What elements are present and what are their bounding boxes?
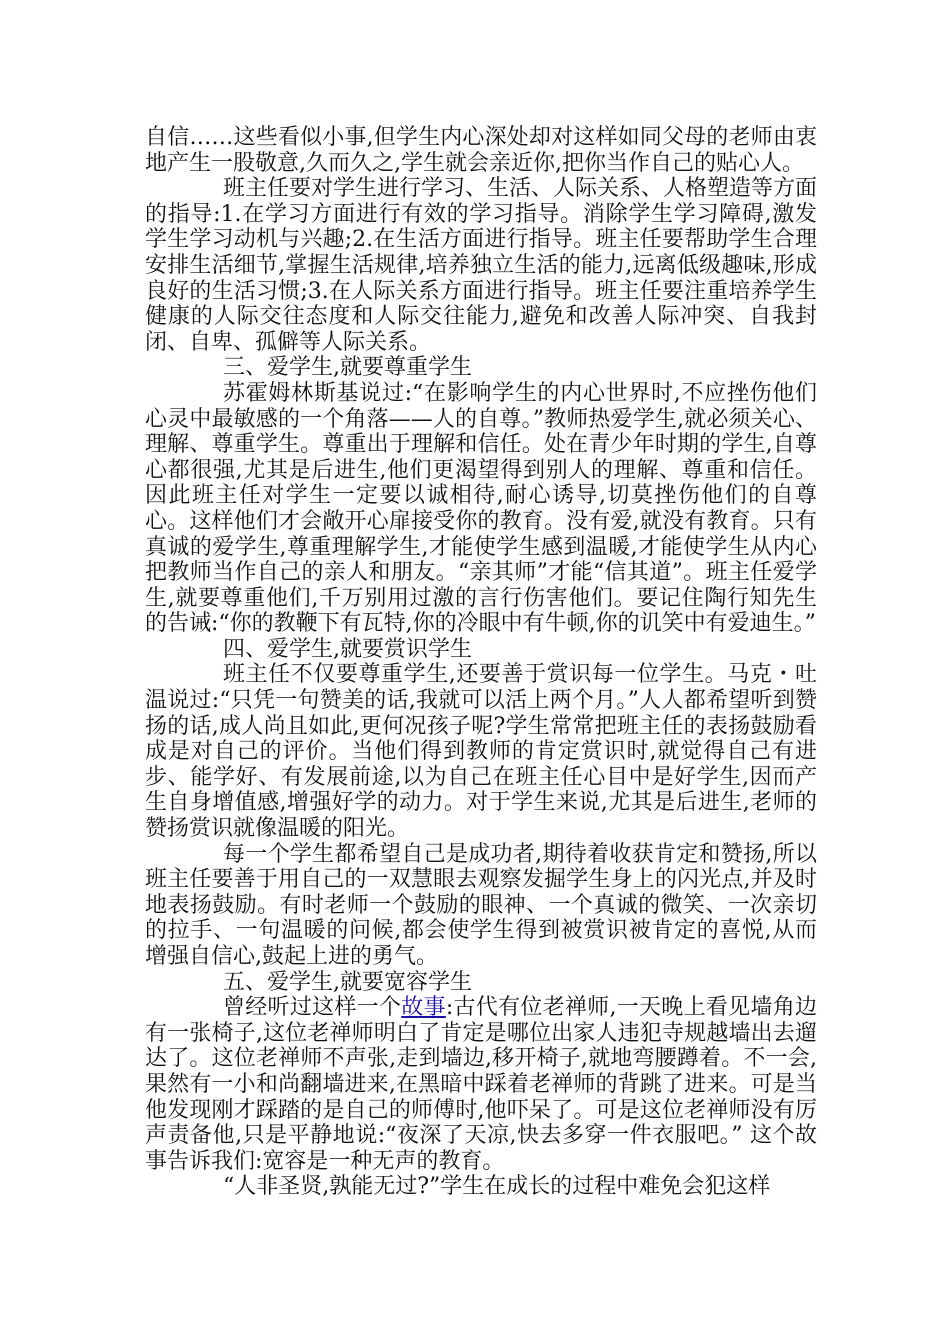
paragraph-encourage: 每一个学生都希望自己是成功者,期待着收获肯定和赞扬,所以班主任要善于用自己的一双慧眼去观察发掘学生身上的闪光点,并及时地表扬鼓励。有时老师一个鼓励的眼神、一个真诚的微笑、一次亲切的拉手、一句温暖的问候,都会使学生得到被赏识被肯定的喜悦,从而增强自信心,鼓起上进的勇气。	[145, 841, 817, 969]
paragraph-respect: 苏霍姆林斯基说过:“在影响学生的内心世界时,不应挫伤他们心灵中最敏感的一个角落——人的自尊。”教师热爱学生,就必须关心、理解、尊重学生。尊重出于理解和信任。处在青少年时期的学生,自尊心都很强,尤其是后进生,他们更渴望得到别人的理解、尊重和信任。因此班主任对学生一定要以诚相待,耐心诱导,切莫挫伤他们的自尊心。这样他们才会敞开心扉接受你的教育。没有爱,就没有教育。只有真诚的爱学生,尊重理解学生,才能使学生感到温暖,才能使学生从内心把教师当作自己的亲人和朋友。“亲其师”才能“信其道”。班主任爱学生,就要尊重他们,千万别用过激的言行伤害他们。要记住陶行知先生的告诫:“你的教鞭下有瓦特,你的冷眼中有牛顿,你的讥笑中有爱迪生。”	[145, 380, 817, 637]
paragraph-appreciate: 班主任不仅要尊重学生,还要善于赏识每一位学生。马克・吐温说过:“只凭一句赞美的话,我就可以活上两个月。”人人都希望听到赞扬的话,成人尚且如此,更何况孩子呢?学生常常把班主任的表扬鼓励看成是对自己的评价。当他们得到教师的肯定赏识时,就觉得自己有进步、能学好、有发展前途,以为自己在班主任心目中是好学生,因而产生自身增值感,增强好学的动力。对于学生来说,尤其是后进生,老师的赞扬赏识就像温暖的阳光。	[145, 662, 817, 842]
section-heading-appreciate: 四、爱学生,就要赏识学生	[223, 636, 472, 662]
paragraph-closing-trust: 自信……这些看似小事,但学生内心深处却对这样如同父母的老师由衷地产生一股敬意,久而久之,学生就会亲近你,把你当作自己的贴心人。	[145, 125, 817, 176]
story-link[interactable]: 故事	[401, 995, 446, 1021]
section-heading-respect: 三、爱学生,就要尊重学生	[223, 355, 472, 381]
document-page	[145, 125, 817, 1200]
section-heading-tolerance: 五、爱学生,就要宽容学生	[223, 969, 472, 995]
paragraph-mistakes: “人非圣贤,孰能无过?”学生在成长的过程中难免会犯这样	[223, 1174, 771, 1200]
story-text-after: :古代有位老禅师,一天晚上看见墙角边有一张椅子,这位老禅师明白了肯定是哪位出家人违犯寺规越墙出去遛达了。这位老禅师不声张,走到墙边,移开椅子,就地弯腰蹲着。不一会,果然有一小和尚翻墙进来,在黑暗中踩着老禅师的背跳了进来。可是当他发现刚才踩踏的是自己的师傅时,他吓呆了。可是这位老禅师没有厉声责备他,只是平静地说:“夜深了天凉,快去多穿一件衣服吧。” 这个故事告诉我们:宽容是一种无声的教育。	[145, 995, 817, 1174]
paragraph-guidance: 班主任要对学生进行学习、生活、人际关系、人格塑造等方面的指导:1.在学习方面进行有效的学习指导。消除学生学习障碍,激发学生学习动机与兴趣;2.在生活方面进行指导。班主任要帮助学生合理安排生活细节,掌握生活规律,培养独立生活的能力,远离低级趣味,形成良好的生活习惯;3.在人际关系方面进行指导。班主任要注重培养学生健康的人际交往态度和人际交往能力,避免和改善人际冲突、自我封闭、自卑、孤僻等人际关系。	[145, 176, 818, 355]
paragraph-story	[145, 995, 817, 1174]
story-text-before: 曾经听过这样一个	[223, 995, 402, 1021]
